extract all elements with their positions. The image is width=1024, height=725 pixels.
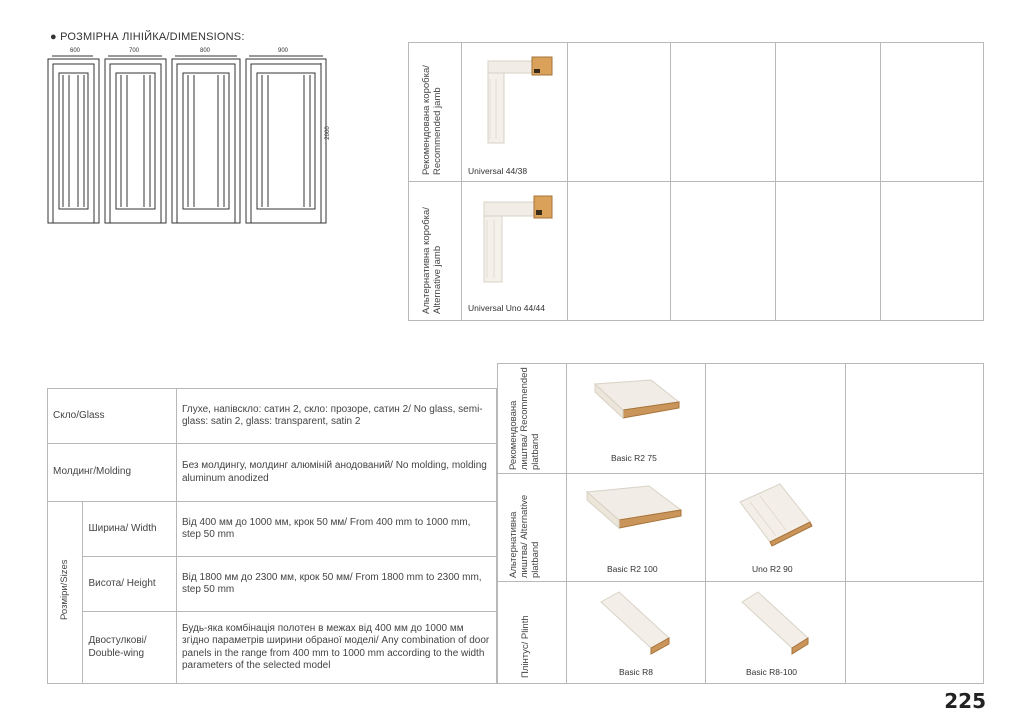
door-drawing-700: [105, 59, 166, 223]
plinth-image-basic-r8: [595, 588, 685, 663]
alternative-jamb-cell: [462, 182, 568, 321]
plinth-image-basic-r8-100: [736, 588, 826, 663]
width-label: Ширина/ Width: [83, 502, 177, 557]
platband-caption-uno-r2-90: Uno R2 90: [752, 564, 793, 574]
double-wing-label: Двостулкові/ Double-wing: [83, 612, 177, 684]
plinth-label-cell: [498, 582, 567, 684]
door-dimension-drawings: [45, 45, 335, 230]
platband-image-basic-r2-100: [581, 482, 691, 537]
platband-caption-basic-r2-75: Basic R2 75: [611, 453, 657, 463]
height-label-2000: 2000: [325, 126, 331, 140]
door-drawing-900: [246, 59, 326, 223]
recommended-jamb-cell: [462, 43, 568, 182]
page-number: 225: [944, 689, 986, 713]
recommended-jamb-label-cell: [409, 43, 462, 182]
spec-table: [47, 388, 497, 684]
alternative-platband-label: Альтернативна лиштва/ Alternative platband: [508, 494, 541, 578]
width-label-800: 800: [199, 48, 210, 54]
alternative-jamb-label-cell: [409, 182, 462, 321]
plinth-cell-2: [706, 582, 846, 684]
width-value: Від 400 мм до 1000 мм, крок 50 мм/ From 400 mm to 1000 mm, step 50 mm: [177, 502, 497, 557]
platband-image-uno-r2-90: [732, 480, 822, 550]
molding-label: Молдинг/Molding: [48, 444, 177, 502]
sizes-label-cell: [48, 502, 83, 684]
width-label-700: 700: [128, 48, 139, 54]
jamb-table: [408, 42, 984, 321]
jamb-image-universal-44-38: [470, 49, 560, 149]
plinth-cell-1: [567, 582, 706, 684]
alternative-platband-cell-1: [567, 474, 706, 582]
plinth-label: Плінтус/ Plinth: [520, 615, 531, 678]
section-heading: ● РОЗМІРНА ЛІНІЙКА/DIMENSIONS:: [50, 31, 245, 43]
double-wing-value: Будь-яка комбінація полотен в межах від 400 мм до 1000 мм згідно параметрів ширини обраної моделі/ Any combination of door panels in the range from 400 mm to 1000 mm according to the width parameters of the selected model: [177, 612, 497, 684]
height-value: Від 1800 мм до 2300 мм, крок 50 мм/ From 1800 mm to 2300 mm, step 50 mm: [177, 557, 497, 612]
glass-label: Скло/Glass: [48, 389, 177, 444]
jamb-caption-universal-uno-44-44: Universal Uno 44/44: [468, 303, 546, 313]
alternative-jamb-label: Альтернативна коробка/ Alternative jamb: [421, 207, 443, 314]
width-label-900: 900: [277, 48, 288, 54]
molding-value: Без молдингу, молдинг алюміній анодований/ No molding, molding aluminum anodized: [177, 444, 497, 502]
platband-caption-basic-r2-100: Basic R2 100: [607, 564, 658, 574]
platband-table: [497, 363, 984, 684]
recommended-platband-cell: [567, 364, 706, 474]
glass-value: Глухе, напівскло: сатин 2, скло: прозоре, сатин 2/ No glass, semi-glass: satin 2, glass: transparent, satin 2: [177, 389, 497, 444]
door-drawing-800: [172, 59, 240, 223]
alternative-platband-label-cell: [498, 474, 567, 582]
plinth-caption-basic-r8: Basic R8: [619, 667, 654, 677]
alternative-platband-cell-2: [706, 474, 846, 582]
door-drawing-600: [48, 59, 99, 223]
jamb-caption-universal-44-38: Universal 44/38: [468, 166, 528, 176]
width-label-600: 600: [69, 48, 80, 54]
recommended-platband-label-cell: [498, 364, 567, 474]
recommended-platband-label: Рекомендована лиштва/ Recommended platband: [508, 367, 541, 470]
jamb-image-universal-uno-44-44: [470, 188, 560, 288]
plinth-caption-basic-r8-100: Basic R8-100: [746, 667, 798, 677]
sizes-label: Розміри/Sizes: [59, 559, 70, 620]
recommended-jamb-label: Рекомендована коробка/ Recommended jamb: [421, 65, 443, 175]
platband-image-basic-r2-75: [589, 376, 689, 426]
height-label: Висота/ Height: [83, 557, 177, 612]
